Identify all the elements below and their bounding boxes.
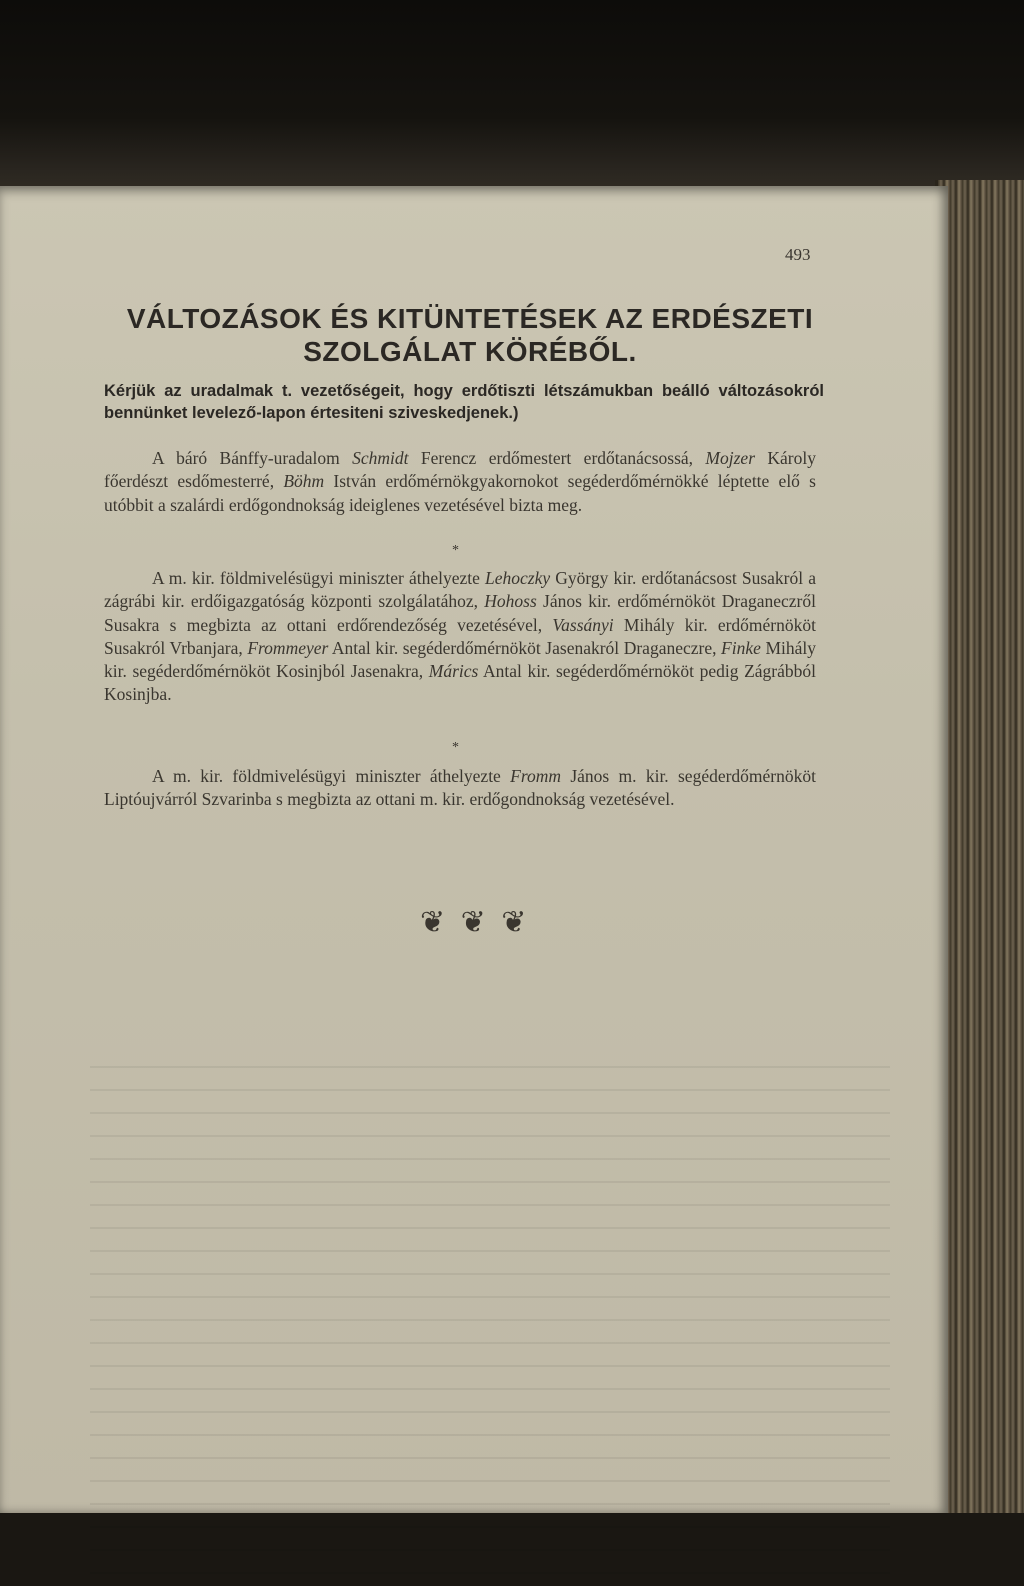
- person-name: Böhm: [283, 471, 325, 492]
- person-name: Mojzer: [705, 448, 755, 468]
- decorative-ornament: ❦ ❦ ❦: [420, 906, 531, 939]
- person-name: Hohoss: [484, 591, 537, 612]
- person-name: Fromm: [510, 766, 562, 786]
- title-line-2: SZOLGÁLAT KÖRÉBŐL.: [303, 336, 637, 367]
- bleed-through-text: [90, 1066, 890, 1586]
- paragraph-3: A m. kir. földmivelésügyi miniszter áthelyezte Fromm János m. kir. segéderdőmérnököt Liptóujvárról Szvarinba s megbizta az ottani m. kir. erdőgondnokság vezetésével.: [104, 766, 816, 810]
- separator-asterisk: *: [452, 740, 459, 755]
- paragraph-1: A báró Bánffy-uradalom Schmidt Ferencz erdőmestert erdőtanácsossá, Mojzer Károly főerdészt esdőmesterré, Böhm István erdőmérnökgyakornokot segéderdőmérnökké léptette elő s utóbbit a szalárdi erdőgondnokság ideiglenes vezetésével bizta meg.: [104, 448, 816, 515]
- person-name: Lehoczky: [485, 568, 551, 588]
- section-title: [100, 302, 840, 368]
- editorial-notice: Kérjük az uradalmak t. vezetőségeit, hogy erdőtiszti létszámukban beálló változásokról bennünket levelező-lapon értesiteni sziveskedjenek.): [104, 382, 824, 422]
- person-name: Finke: [721, 637, 761, 658]
- person-name: Schmidt: [352, 448, 409, 468]
- person-name: Márics: [428, 661, 479, 682]
- title-line-1: VÁLTOZÁSOK ÉS KITÜNTETÉSEK AZ ERDÉSZETI: [126, 303, 814, 334]
- page-number: 493: [785, 245, 811, 264]
- separator-asterisk: *: [452, 543, 459, 558]
- person-name: Frommeyer: [247, 637, 329, 658]
- paragraph-2: A m. kir. földmivelésügyi miniszter áthelyezte Lehoczky György kir. erdőtanácsost Susakról a zágrábi kir. erdőigazgatóság központi szolgálatához, Hohoss János kir. erdőmérnököt Draganeczről Susakra s megbizta az ottani erdőrendezőség vezetésével, Vassányi Mihály kir. erdőmérnököt Susakról Vrbanjara, Frommeyer Antal kir. segéderdőmérnököt Jasenakról Draganeczre, Finke Mihály kir. segéderdőmérnököt Kosinjból Jasenakra, Márics Antal kir. segéderdőmérnököt pedig Zágrábból Kosinjba.: [104, 568, 816, 705]
- person-name: Vassányi: [552, 614, 614, 635]
- book-page-edges: [935, 180, 1024, 1513]
- scan-background-top: [0, 0, 1024, 215]
